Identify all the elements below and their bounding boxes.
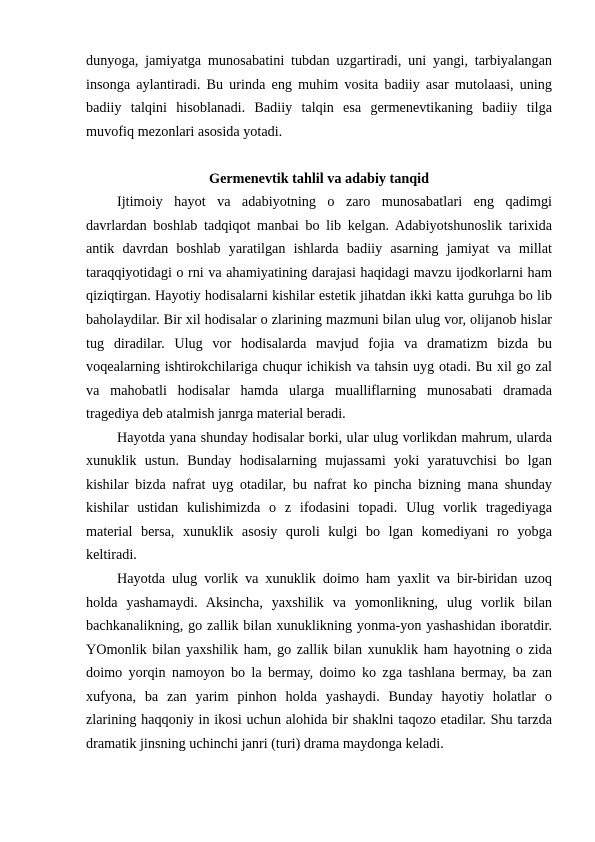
body-paragraph-2: Hayotda yana shunday hodisalar borki, ular ulug vorlikdan mahrum, ularda xunuklik ustun. Bunday hodisalarning mujassami yoki yaratuvchisi bo lgan kishilar bizda nafrat uyg otadilar, bu nafrat ko pincha bizning mana shunday kishilar ustidan kulishimizda o z ifodasini topadi. Ulug vorlik tragediyaga material bersa, xunuklik asosiy quroli kulgi bo lgan komediyani ro yobga keltiradi.: [86, 429, 552, 564]
intro-paragraph: dunyoga, jamiyatga munosabatini tubdan uzgartiradi, uni yangi, tarbiyalangan insonga aylantiradi. Bu urinda eng muhim vosita badiiy asar mutolaasi, uning badiiy talqini hisoblanadi. Badiiy talqin esa germenevtikaning badiiy tilga muvofiq mezonlari asosida yotadi.: [86, 53, 552, 140]
body-paragraph-1: Ijtimoiy hayot va adabiyotning o zaro munosabatlari eng qadimgi davrlardan boshlab tadqiqot manbai bo lib kelgan. Adabiyotshunoslik tarixida antik davrdan boshlab yaratilgan ishlarda badiiy asarning jamiyat va millat taraqqiyotidagi o rni va ahamiyatining darajasi haqidagi mavzu ijodkorlarni ham qiziqtirgan. Hayotiy hodisalarni kishilar estetik jihatdan ikki katta guruhga bo lib baholaydilar. Bir xil hodisalar o zlarining mazmuni bilan ulug vor, olijanob hislar tug diradilar. Ulug vor hodisalarda mavjud fojia va dramatizm bizda bu voqealarning ishtirokchilariga chuqur ichikish va tahsin uyg otadi. Bu xil go zal va mahobatli hodisalar hamda ularga mualliflarning munosabati dramada tragediya deb atalmish janrga material beradi.: [86, 194, 552, 423]
body-paragraph-3: Hayotda ulug vorlik va xunuklik doimo ham yaxlit va bir-biridan uzoq holda yashamaydi. Aksincha, yaxshilik va yomonlikning, ulug vorlik bilan bachkanalikning, go zallik bilan xunuklikning yonma-yon yashashidan iboratdir. YOmonlik bilan yaxshilik ham, go zallik bilan xunuklik ham hayotning o zida doimo yorqin namoyon bo la bermay, doimo ko zga tashlana bermay, ba zan xufyona, ba zan yarim pinhon holda yashaydi. Bunday hayotiy holatlar o zlarining haqqoniy in ikosi uchun alohida bir shaklni taqozo etadilar. Shu tarzda dramatik jinsning uchinchi janri (turi) drama maydonga keladi.: [86, 570, 552, 752]
document-page: [86, 50, 552, 756]
section-heading: Germenevtik tahlil va adabiy tanqid: [209, 170, 429, 187]
